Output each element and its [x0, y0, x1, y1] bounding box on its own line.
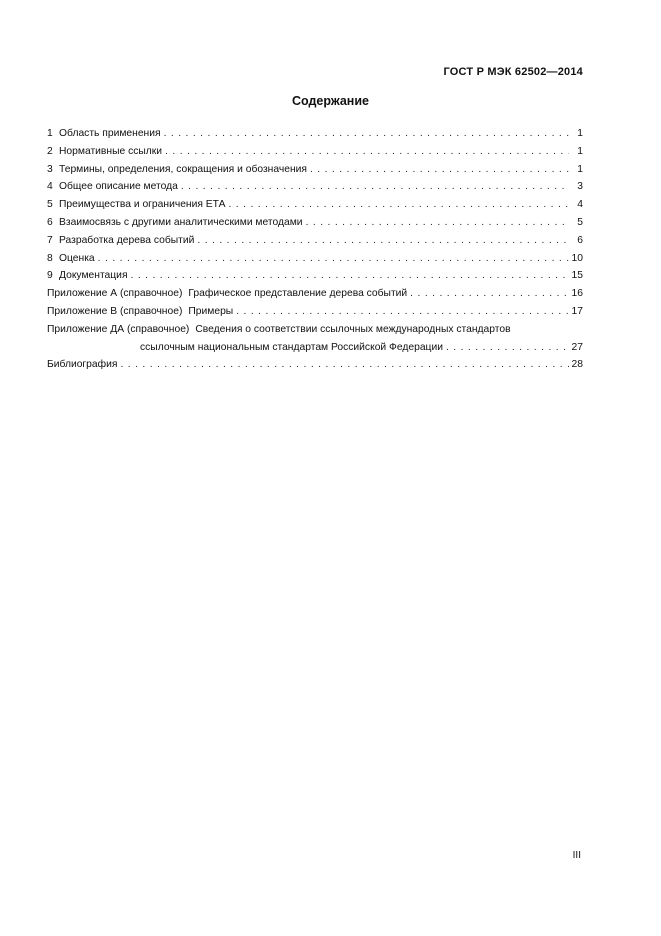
toc-item-number: 4: [47, 181, 53, 193]
toc-item-documentation[interactable]: [47, 267, 583, 285]
toc-item-relation-methods[interactable]: [47, 214, 583, 232]
toc-item-page: 1: [577, 163, 583, 175]
toc-item-label: Графическое представление дерева событий: [188, 288, 408, 300]
leader-dots: [306, 214, 569, 232]
leader-dots: [181, 178, 569, 196]
toc-item-scope[interactable]: [47, 125, 583, 143]
toc-item-bibliography[interactable]: [47, 356, 583, 374]
toc-item-page: 5: [577, 216, 583, 228]
toc-item-page: 3: [577, 181, 583, 193]
toc-item-number: 2: [47, 145, 53, 157]
toc-item-appendix-a[interactable]: [47, 285, 583, 303]
leader-dots: [410, 285, 569, 303]
toc-item-evaluation[interactable]: [47, 250, 583, 268]
page-number: III: [572, 850, 581, 861]
table-of-contents: [47, 125, 583, 374]
toc-appendix-prefix: Приложение А (справочное): [47, 288, 183, 300]
toc-item-label: Преимущества и ограничения ЕТА: [59, 199, 226, 211]
leader-dots: [236, 303, 569, 321]
toc-item-label: Документация: [59, 270, 128, 282]
toc-item-page: 16: [571, 288, 583, 300]
toc-item-label: Оценка: [59, 252, 95, 264]
toc-item-number: 9: [47, 270, 53, 282]
toc-item-page: 15: [571, 270, 583, 282]
toc-item-label: Область применения: [59, 128, 161, 139]
toc-item-terms[interactable]: [47, 161, 583, 179]
toc-item-page: 27: [571, 341, 583, 353]
toc-item-number: 1: [47, 128, 53, 139]
leader-dots: [310, 161, 569, 179]
toc-item-number: 8: [47, 252, 53, 264]
toc-item-label: Взаимосвязь с другими аналитическими методами: [59, 216, 303, 228]
leader-dots: [164, 125, 569, 143]
toc-item-label: Разработка дерева событий: [59, 234, 195, 246]
toc-item-page: 4: [577, 199, 583, 211]
toc-item-normative-refs[interactable]: [47, 143, 583, 161]
leader-dots: [98, 250, 569, 268]
toc-item-appendix-da[interactable]: [47, 321, 583, 339]
toc-item-label: Сведения о соответствии ссылочных международных стандартов: [195, 323, 511, 335]
toc-item-page: 1: [577, 128, 583, 139]
toc-appendix-prefix: Приложение В (справочное): [47, 305, 183, 317]
toc-item-event-tree-dev[interactable]: [47, 232, 583, 250]
leader-dots: [120, 356, 569, 374]
toc-item-number: 3: [47, 163, 53, 175]
toc-item-appendix-b[interactable]: [47, 303, 583, 321]
toc-item-advantages[interactable]: [47, 196, 583, 214]
toc-item-label: Термины, определения, сокращения и обозначения: [59, 163, 307, 175]
page-title: Содержание: [291, 94, 369, 108]
toc-item-label-continuation: ссылочным национальным стандартам Российской Федерации: [140, 341, 443, 353]
toc-item-page: 17: [571, 305, 583, 317]
leader-dots: [131, 267, 569, 285]
leader-dots: [228, 196, 569, 214]
toc-item-appendix-da-continuation[interactable]: [47, 339, 583, 357]
leader-dots: [165, 143, 569, 161]
toc-item-page: 10: [571, 252, 583, 264]
leader-dots: [446, 339, 569, 357]
document-code: ГОСТ Р МЭК 62502—2014: [443, 66, 583, 78]
leader-dots: [197, 232, 569, 250]
toc-item-number: 6: [47, 216, 53, 228]
toc-item-label: Общее описание метода: [59, 181, 178, 193]
toc-item-label: Библиография: [47, 359, 118, 371]
toc-appendix-prefix: Приложение ДА (справочное): [47, 323, 190, 335]
toc-item-number: 7: [47, 234, 53, 246]
toc-item-label: Нормативные ссылки: [59, 145, 163, 157]
toc-item-label: Примеры: [188, 305, 234, 317]
toc-item-page: 6: [577, 234, 583, 246]
toc-item-page: 28: [571, 359, 583, 371]
toc-item-number: 5: [47, 199, 53, 211]
toc-item-method-description[interactable]: [47, 178, 583, 196]
toc-item-page: 1: [577, 145, 583, 157]
